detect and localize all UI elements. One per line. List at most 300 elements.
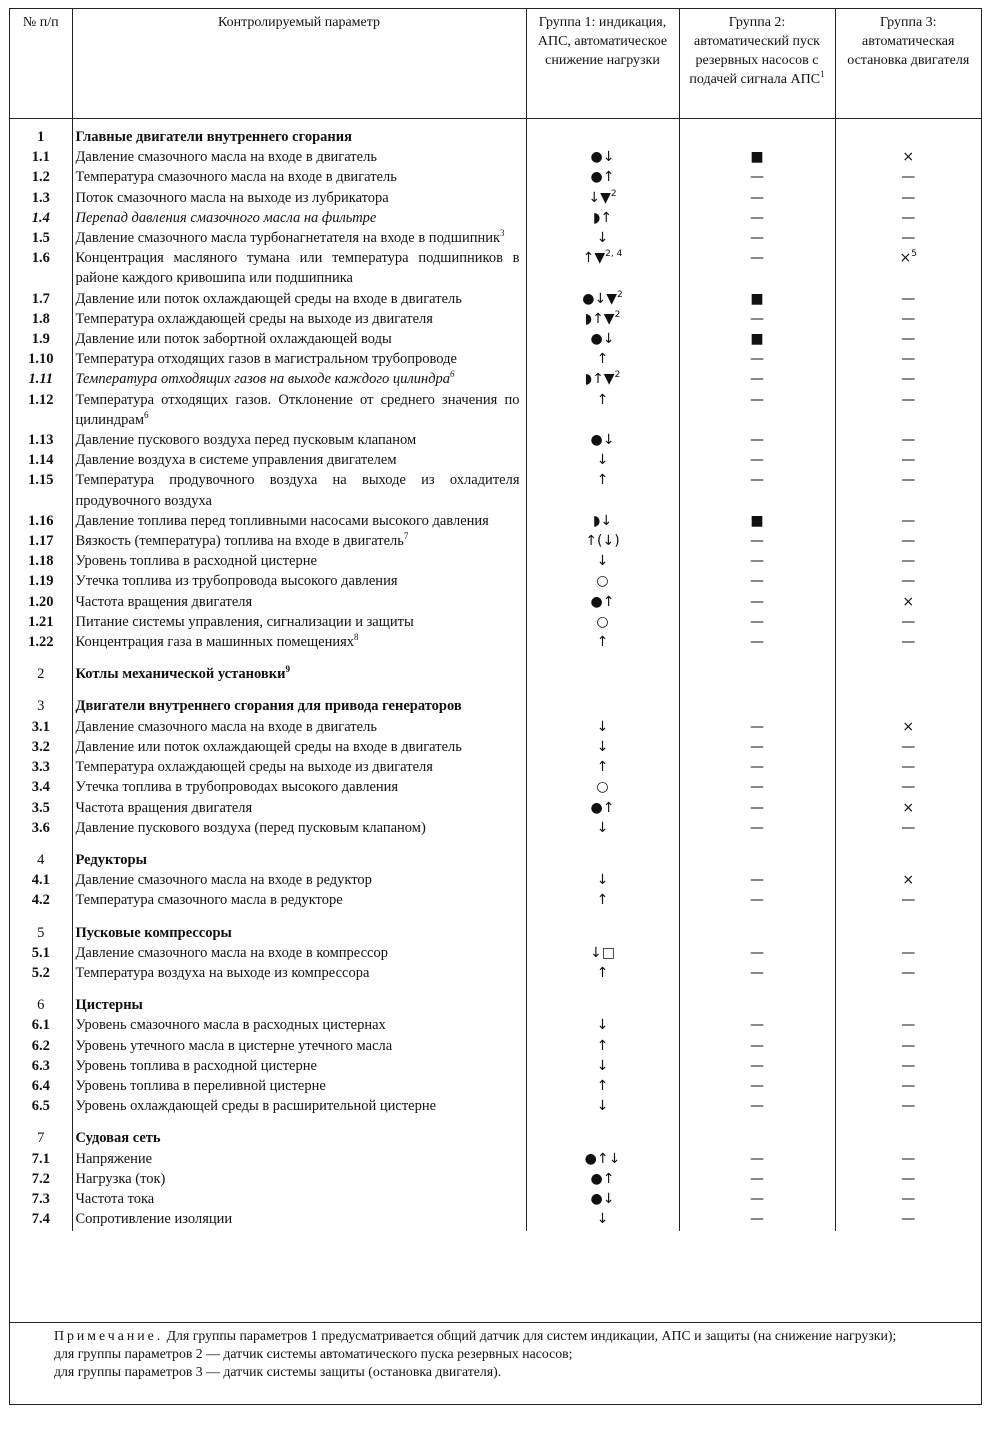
group2-symbol — [679, 390, 835, 430]
group1-symbol — [526, 717, 679, 737]
row-parameter-text: Двигатели внутреннего сгорания для привода генераторов — [75, 698, 462, 715]
row-number-text: 1.1 — [31, 149, 50, 166]
row-parameter-text: Сопротивление изоляции — [75, 1211, 233, 1228]
group3-symbol-text: — — [901, 573, 916, 590]
row-number — [10, 369, 72, 389]
row-number-text: 6.1 — [31, 1017, 50, 1034]
row-number-text: 7.1 — [31, 1150, 50, 1167]
group3-symbol — [835, 757, 981, 777]
row-number-text: 1.14 — [28, 452, 54, 469]
row-parameter — [72, 1015, 526, 1035]
row-parameter-text: Частота вращения двигателя — [75, 593, 253, 610]
group1-symbol-text: ↓□ — [590, 944, 615, 961]
table-row — [10, 571, 981, 591]
group3-symbol — [835, 188, 981, 208]
row-parameter — [72, 167, 526, 187]
row-parameter — [72, 664, 526, 684]
group1-symbol-text: ●↓ — [590, 331, 615, 348]
spacer-cell — [10, 1116, 72, 1128]
section-row — [10, 923, 981, 943]
row-parameter — [72, 119, 526, 148]
row-parameter — [72, 923, 526, 943]
group3-symbol — [835, 777, 981, 797]
row-parameter-text: Температура продувочного воздуха на выходе из охладителя продувочного воздуха — [75, 472, 520, 509]
row-parameter-text: Давление смазочного масла на входе в двигатель — [75, 718, 377, 735]
group1-symbol-text: ◗↓ — [592, 512, 613, 529]
row-number — [10, 511, 72, 531]
row-number — [10, 632, 72, 652]
group2-symbol — [679, 511, 835, 531]
table-row — [10, 1036, 981, 1056]
row-parameter-footnote: 8 — [354, 632, 359, 643]
row-number-text: 1.7 — [31, 290, 50, 307]
group2-symbol — [679, 1189, 835, 1209]
header-group2 — [679, 9, 835, 119]
row-parameter — [72, 1096, 526, 1116]
spacer-cell — [679, 911, 835, 923]
group2-symbol — [679, 777, 835, 797]
group2-symbol — [679, 592, 835, 612]
spacer-cell — [679, 652, 835, 664]
table-row — [10, 1015, 981, 1035]
group1-symbol — [526, 531, 679, 551]
group3-symbol-text: — — [901, 1211, 916, 1228]
table-row — [10, 592, 981, 612]
table-row — [10, 870, 981, 890]
row-parameter-text: Температура отходящих газов. Отклонение от среднего значения по цилиндрам — [75, 391, 520, 428]
group2-symbol — [679, 1149, 835, 1169]
group1-symbol-footnote: 2 — [614, 309, 621, 320]
row-parameter — [72, 870, 526, 890]
row-parameter — [72, 1209, 526, 1231]
table-row — [10, 818, 981, 838]
row-number — [10, 717, 72, 737]
row-number — [10, 390, 72, 430]
row-number — [10, 1169, 72, 1189]
note-text-1: Для группы параметров 1 предусматривается общий датчик для систем индикации, АПС и защиты (на снижение нагрузки); — [163, 1328, 897, 1343]
group2-symbol — [679, 450, 835, 470]
group3-symbol-text: — — [901, 1170, 916, 1187]
group3-symbol — [835, 119, 981, 148]
group3-symbol — [835, 248, 981, 288]
row-parameter-text: Вязкость (температура) топлива на входе в двигатель — [75, 533, 404, 550]
row-number — [10, 329, 72, 349]
row-number-text: 3.3 — [31, 759, 50, 776]
group2-symbol-text: — — [750, 613, 764, 630]
spacer-cell — [72, 838, 526, 850]
group3-symbol — [835, 870, 981, 890]
row-number — [10, 696, 72, 716]
row-number-text: 1.3 — [31, 189, 50, 206]
group1-symbol — [526, 664, 679, 684]
spacer-cell — [526, 684, 679, 696]
table-row — [10, 717, 981, 737]
row-number — [10, 430, 72, 450]
row-parameter-footnote: 6 — [450, 369, 455, 380]
group3-symbol-text: — — [901, 432, 916, 449]
row-parameter — [72, 818, 526, 838]
group3-symbol-text: — — [901, 209, 916, 226]
row-number-text: 4.1 — [31, 872, 50, 889]
group3-symbol — [835, 450, 981, 470]
group2-symbol — [679, 309, 835, 329]
row-parameter — [72, 571, 526, 591]
row-number — [10, 737, 72, 757]
group2-symbol — [679, 470, 835, 510]
group3-symbol — [835, 923, 981, 943]
row-parameter — [72, 943, 526, 963]
group3-symbol-text: — — [901, 391, 916, 408]
group2-symbol — [679, 737, 835, 757]
spacer-cell — [835, 684, 981, 696]
group2-symbol — [679, 890, 835, 910]
group3-symbol — [835, 470, 981, 510]
row-parameter — [72, 995, 526, 1015]
group1-symbol-text: ●↑ — [590, 169, 615, 186]
spacer-cell — [10, 684, 72, 696]
header-group2-text: Группа 2: автоматический пуск резервных насосов с подачей сигнала АПС — [689, 15, 821, 87]
spacer-cell — [72, 652, 526, 664]
group1-symbol-footnote: 2 — [610, 188, 617, 199]
row-number-text: 1.12 — [28, 391, 54, 408]
row-parameter-text: Пусковые компрессоры — [75, 924, 232, 941]
row-parameter — [72, 531, 526, 551]
group1-symbol — [526, 943, 679, 963]
row-parameter — [72, 1169, 526, 1189]
group2-symbol-text: — — [750, 310, 764, 327]
row-parameter — [72, 430, 526, 450]
row-parameter — [72, 248, 526, 288]
group1-symbol — [526, 470, 679, 510]
group1-symbol-text: ↓ — [596, 1017, 609, 1034]
row-number — [10, 551, 72, 571]
row-number-text: 6.4 — [31, 1077, 50, 1094]
group2-symbol — [679, 632, 835, 652]
row-number-text: 1.22 — [28, 634, 54, 651]
spacer-cell — [10, 983, 72, 995]
group1-symbol — [526, 1036, 679, 1056]
row-parameter — [72, 470, 526, 510]
group3-symbol-text: — — [901, 472, 916, 489]
group2-symbol-text: — — [750, 799, 764, 816]
row-parameter — [72, 777, 526, 797]
table-row — [10, 1189, 981, 1209]
group1-symbol — [526, 1056, 679, 1076]
group3-symbol — [835, 329, 981, 349]
group3-symbol — [835, 1189, 981, 1209]
row-number — [10, 890, 72, 910]
row-parameter-text: Температура охлаждающей среды на выходе из двигателя — [75, 759, 433, 776]
group2-symbol — [679, 1128, 835, 1148]
table-row — [10, 470, 981, 510]
spacer-row — [10, 911, 981, 923]
group1-symbol — [526, 757, 679, 777]
group2-symbol — [679, 612, 835, 632]
group2-symbol — [679, 208, 835, 228]
row-number-text: 6.3 — [31, 1057, 50, 1074]
group2-symbol-text: ■ — [750, 290, 764, 307]
row-parameter — [72, 289, 526, 309]
group1-symbol — [526, 1096, 679, 1116]
group3-symbol — [835, 717, 981, 737]
group2-symbol-text: — — [750, 634, 764, 651]
group2-symbol-text: — — [750, 573, 764, 590]
group1-symbol-text: ↑(↓) — [585, 533, 620, 550]
group1-symbol-text: ↑ — [596, 472, 609, 489]
row-number-text: 1.15 — [28, 472, 54, 489]
group3-symbol-text: — — [901, 371, 916, 388]
row-parameter-footnote: 6 — [144, 409, 149, 420]
row-number — [10, 1076, 72, 1096]
row-parameter-footnote: 9 — [285, 664, 290, 675]
row-parameter-text: Уровень смазочного масла в расходных цистернах — [75, 1017, 386, 1034]
group2-symbol-text: — — [750, 230, 764, 247]
row-number — [10, 450, 72, 470]
row-number — [10, 923, 72, 943]
table-row — [10, 1076, 981, 1096]
row-parameter-text: Цистерны — [75, 997, 143, 1014]
table-row — [10, 551, 981, 571]
row-parameter-text: Температура смазочного масла в редукторе — [75, 892, 343, 909]
row-number-text: 1.9 — [31, 331, 50, 348]
group2-symbol-text: — — [750, 872, 764, 889]
row-parameter-text: Частота тока — [75, 1190, 155, 1207]
group1-symbol — [526, 798, 679, 818]
group3-symbol — [835, 818, 981, 838]
row-parameter — [72, 1128, 526, 1148]
row-parameter-footnote: 3 — [500, 228, 505, 239]
table-row — [10, 632, 981, 652]
group3-symbol-text: — — [901, 759, 916, 776]
group1-symbol — [526, 228, 679, 248]
row-number-text: 5 — [37, 924, 45, 941]
group1-symbol-text: ↓ — [596, 553, 609, 570]
group3-symbol-text: — — [901, 169, 916, 186]
spacer-cell — [526, 838, 679, 850]
row-parameter-text: Температура охлаждающей среды на выходе из двигателя — [75, 310, 433, 327]
row-parameter-text: Температура отходящих газов в магистральном трубопроводе — [75, 351, 457, 368]
row-parameter-text: Утечка топлива из трубопровода высокого давления — [75, 573, 398, 590]
row-number — [10, 995, 72, 1015]
table-row — [10, 1096, 981, 1116]
group3-symbol — [835, 147, 981, 167]
group2-symbol-text: — — [750, 1170, 764, 1187]
group2-symbol — [679, 147, 835, 167]
note-label: Примечание. — [54, 1328, 164, 1343]
section-row — [10, 119, 981, 148]
group1-symbol — [526, 1128, 679, 1148]
row-number-text: 3.4 — [31, 779, 50, 796]
group2-symbol-text: — — [750, 964, 764, 981]
row-parameter — [72, 147, 526, 167]
row-number — [10, 248, 72, 288]
group1-symbol — [526, 870, 679, 890]
group1-symbol-text: ↑ — [596, 892, 609, 909]
table-row — [10, 943, 981, 963]
group3-symbol-text: × — [902, 799, 915, 816]
group1-symbol — [526, 1076, 679, 1096]
spacer-cell — [10, 652, 72, 664]
group1-symbol-text: ◗↑▼ — [584, 310, 615, 327]
group2-symbol-text: — — [750, 819, 764, 836]
group1-symbol-text: ↓▼ — [588, 189, 611, 206]
group1-symbol-text: ↓ — [596, 452, 609, 469]
row-number — [10, 1096, 72, 1116]
group3-symbol-footnote: 5 — [911, 249, 917, 260]
group2-symbol-text: — — [750, 472, 764, 489]
group2-symbol — [679, 850, 835, 870]
row-number — [10, 1189, 72, 1209]
group3-symbol-text: — — [901, 892, 916, 909]
group3-symbol-text: × — [899, 250, 912, 267]
table-header-row — [10, 9, 981, 119]
group2-symbol — [679, 329, 835, 349]
group1-symbol — [526, 995, 679, 1015]
row-number-text: 2 — [37, 666, 45, 683]
group1-symbol-text: ●↑ — [590, 799, 615, 816]
group3-symbol — [835, 696, 981, 716]
group2-symbol-text: — — [750, 371, 764, 388]
row-parameter-text: Давление или поток охлаждающей среды на входе в двигатель — [75, 290, 462, 307]
group3-symbol-text: — — [901, 351, 916, 368]
group2-symbol — [679, 757, 835, 777]
spacer-cell — [835, 911, 981, 923]
group1-symbol-text: ●↓ — [590, 432, 615, 449]
row-number-text: 1 — [37, 129, 45, 145]
group3-symbol-text: — — [901, 1037, 916, 1054]
row-parameter — [72, 390, 526, 430]
group2-symbol-text: — — [750, 209, 764, 226]
group1-symbol — [526, 551, 679, 571]
group2-symbol — [679, 717, 835, 737]
row-parameter — [72, 1076, 526, 1096]
spacer-row — [10, 838, 981, 850]
group3-symbol-text: × — [902, 872, 915, 889]
row-parameter — [72, 612, 526, 632]
row-number — [10, 289, 72, 309]
row-number — [10, 208, 72, 228]
group2-symbol-text: — — [750, 553, 764, 570]
row-parameter — [72, 1056, 526, 1076]
group1-symbol-text: ↑ — [596, 351, 609, 368]
row-number-text: 3.6 — [31, 819, 50, 836]
table-row — [10, 511, 981, 531]
group3-symbol-text: — — [901, 779, 916, 796]
group2-symbol-text: ■ — [750, 149, 764, 166]
group1-symbol-text: ↑ — [596, 759, 609, 776]
row-parameter — [72, 592, 526, 612]
row-parameter — [72, 1189, 526, 1209]
note-line-3: для группы параметров 3 — датчик системы защиты (остановка двигателя). — [54, 1364, 502, 1379]
row-parameter-text: Уровень охлаждающей среды в расширительной цистерне — [75, 1098, 437, 1115]
row-parameter-text: Давление смазочного масла на входе в двигатель — [75, 149, 377, 166]
row-parameter — [72, 890, 526, 910]
group1-symbol-text: ↓ — [596, 1057, 609, 1074]
row-number — [10, 777, 72, 797]
row-parameter-text: Редукторы — [75, 851, 147, 868]
row-number-text: 6 — [37, 997, 45, 1014]
group1-symbol — [526, 632, 679, 652]
group1-symbol — [526, 592, 679, 612]
group1-symbol-text: ◗↑ — [592, 209, 613, 226]
group2-symbol-text: — — [750, 593, 764, 610]
row-parameter-text: Питание системы управления, сигнализации и защиты — [75, 613, 414, 630]
spacer-cell — [10, 911, 72, 923]
row-parameter — [72, 450, 526, 470]
group2-symbol-text: ■ — [750, 512, 764, 529]
group2-symbol — [679, 248, 835, 288]
row-parameter-text: Уровень топлива в переливной цистерне — [75, 1077, 326, 1094]
row-number — [10, 612, 72, 632]
row-parameter — [72, 632, 526, 652]
row-parameter — [72, 737, 526, 757]
group3-symbol — [835, 798, 981, 818]
parameter-table-sheet — [9, 8, 982, 1405]
table-row — [10, 329, 981, 349]
spacer-cell — [835, 838, 981, 850]
spacer-cell — [835, 652, 981, 664]
row-number — [10, 1149, 72, 1169]
row-parameter-text: Перепад давления смазочного масла на фильтре — [75, 209, 377, 226]
spacer-cell — [679, 1116, 835, 1128]
row-number-text: 1.19 — [28, 573, 54, 590]
row-parameter — [72, 1036, 526, 1056]
spacer-cell — [72, 1116, 526, 1128]
row-number-text: 1.21 — [28, 613, 54, 630]
group1-symbol-text: ○ — [596, 613, 609, 630]
group3-symbol-text: — — [901, 533, 916, 550]
section-row — [10, 850, 981, 870]
header-param: Контролируемый параметр — [72, 9, 526, 119]
row-parameter — [72, 188, 526, 208]
row-number — [10, 1036, 72, 1056]
header-group3: Группа 3: автоматическая остановка двигателя — [835, 9, 981, 119]
group1-symbol — [526, 289, 679, 309]
group2-symbol-text: ■ — [750, 331, 764, 348]
group1-symbol — [526, 1209, 679, 1231]
row-number — [10, 963, 72, 983]
row-parameter-text: Температура смазочного масла на входе в двигатель — [75, 169, 397, 186]
group1-symbol — [526, 119, 679, 148]
group1-symbol — [526, 349, 679, 369]
group3-symbol — [835, 390, 981, 430]
group3-symbol — [835, 592, 981, 612]
row-parameter — [72, 798, 526, 818]
group2-symbol-text: — — [750, 351, 764, 368]
row-parameter-text: Давление смазочного масла турбонагнетателя на входе в подшипник — [75, 230, 501, 247]
group2-symbol-text: — — [750, 1017, 764, 1034]
row-parameter — [72, 309, 526, 329]
row-number — [10, 470, 72, 510]
row-number-text: 5.1 — [31, 944, 50, 961]
group1-symbol-text: ↓ — [596, 1098, 609, 1115]
row-number — [10, 119, 72, 148]
group2-symbol-text: — — [750, 1098, 764, 1115]
section-row — [10, 995, 981, 1015]
group1-symbol-text: ◗↑▼ — [584, 371, 615, 388]
group3-symbol-text: — — [901, 1057, 916, 1074]
row-parameter — [72, 717, 526, 737]
group1-symbol — [526, 923, 679, 943]
group3-symbol — [835, 349, 981, 369]
group2-symbol-text: — — [750, 189, 764, 206]
group2-symbol — [679, 1096, 835, 1116]
group1-symbol-text: ↓ — [596, 738, 609, 755]
row-number-text: 3.2 — [31, 738, 50, 755]
group2-symbol-text: — — [750, 944, 764, 961]
group1-symbol — [526, 1189, 679, 1209]
section-row — [10, 664, 981, 684]
